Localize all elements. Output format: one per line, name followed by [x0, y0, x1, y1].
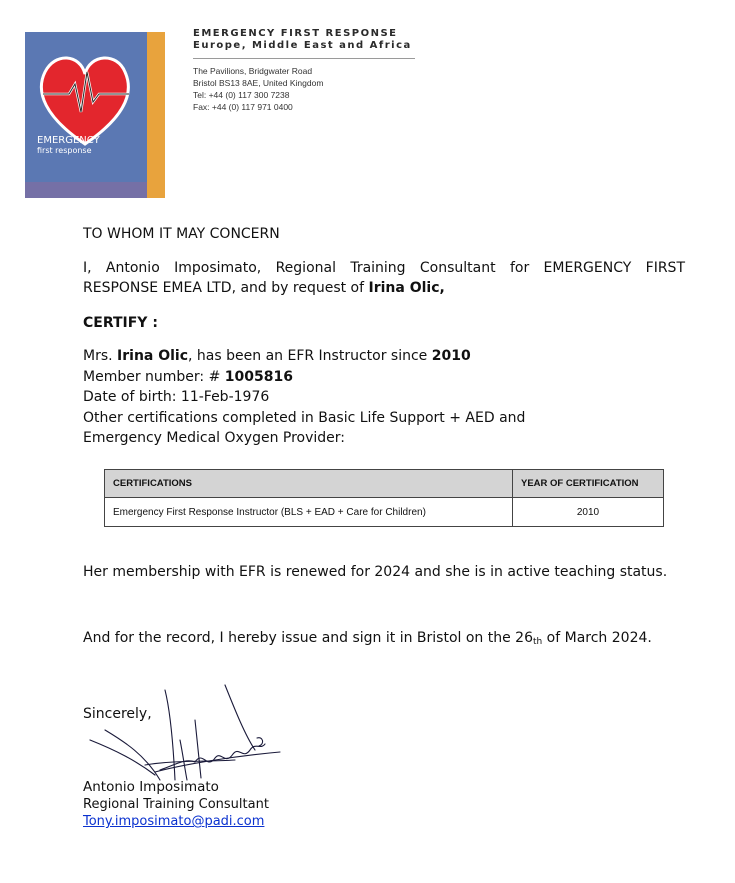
since-year: 2010 [431, 348, 471, 364]
title-prefix: Mrs. [83, 348, 118, 364]
signer-name: Antonio Imposimato [83, 779, 219, 795]
signer-title: Regional Training Consultant [83, 797, 269, 812]
address-line: Bristol BS13 8AE, United Kingdom [193, 78, 324, 88]
signer-email-link[interactable]: Tony.imposimato@padi.com [83, 814, 265, 829]
instructor-name: Irina Olic [117, 348, 189, 364]
letterhead-divider [193, 58, 415, 59]
address-line: The Pavilions, Bridgwater Road [193, 66, 313, 76]
handwritten-signature [85, 680, 285, 790]
table-row [105, 498, 664, 527]
signer-block [83, 779, 269, 830]
certifications-table [104, 469, 664, 527]
member-label: Member number: # [83, 368, 225, 385]
certify-heading: CERTIFY : [83, 315, 158, 331]
org-region: Europe, Middle East and Africa [193, 40, 412, 51]
logo-text-2: first response [37, 146, 92, 155]
table-header-row [105, 470, 664, 498]
col-certifications: CERTIFICATIONS [105, 470, 513, 498]
letterhead [193, 28, 412, 52]
record-text: And for the record, I hereby issue and sign it in Bristol on the 26 [83, 630, 533, 646]
closing: Sincerely, [83, 706, 152, 722]
col-year: YEAR OF CERTIFICATION [513, 470, 664, 498]
record-date-text: of March 2024. [542, 630, 652, 646]
salutation: TO WHOM IT MAY CONCERN [83, 226, 280, 242]
letterhead-address [193, 65, 323, 113]
date-of-birth: Date of birth: 11-Feb-1976 [83, 389, 270, 405]
other-certs-line1: Other certifications completed in Basic Life Support + AED and [83, 409, 526, 426]
org-name: EMERGENCY FIRST RESPONSE [193, 28, 398, 39]
logo-text-1: EMERGENCY [37, 135, 100, 146]
efr-logo [25, 32, 165, 198]
fax-line: Fax: +44 (0) 117 971 0400 [193, 102, 293, 112]
membership-statement: Her membership with EFR is renewed for 2024 and she is in active teaching status. [83, 564, 668, 580]
other-certs-line2: Emergency Medical Oxygen Provider: [83, 430, 346, 446]
cert-year: 2010 [513, 498, 664, 527]
record-statement [83, 628, 653, 650]
intro-paragraph [83, 258, 685, 298]
certification-details [83, 346, 685, 449]
cert-name: Emergency First Response Instructor (BLS + EAD + Care for Children) [105, 498, 513, 527]
since-text: , has been an EFR Instructor since [188, 348, 432, 364]
intro-text: I, Antonio Imposimato, Regional Training Consultant for EMERGENCY FIRST RESPONSE EMEA LTD, and by request of [83, 260, 685, 296]
phone-line: Tel: +44 (0) 117 300 7238 [193, 90, 290, 100]
ordinal-suffix: th [533, 637, 543, 647]
requester-name: Irina Olic, [368, 280, 445, 296]
member-number: 1005816 [224, 368, 293, 385]
